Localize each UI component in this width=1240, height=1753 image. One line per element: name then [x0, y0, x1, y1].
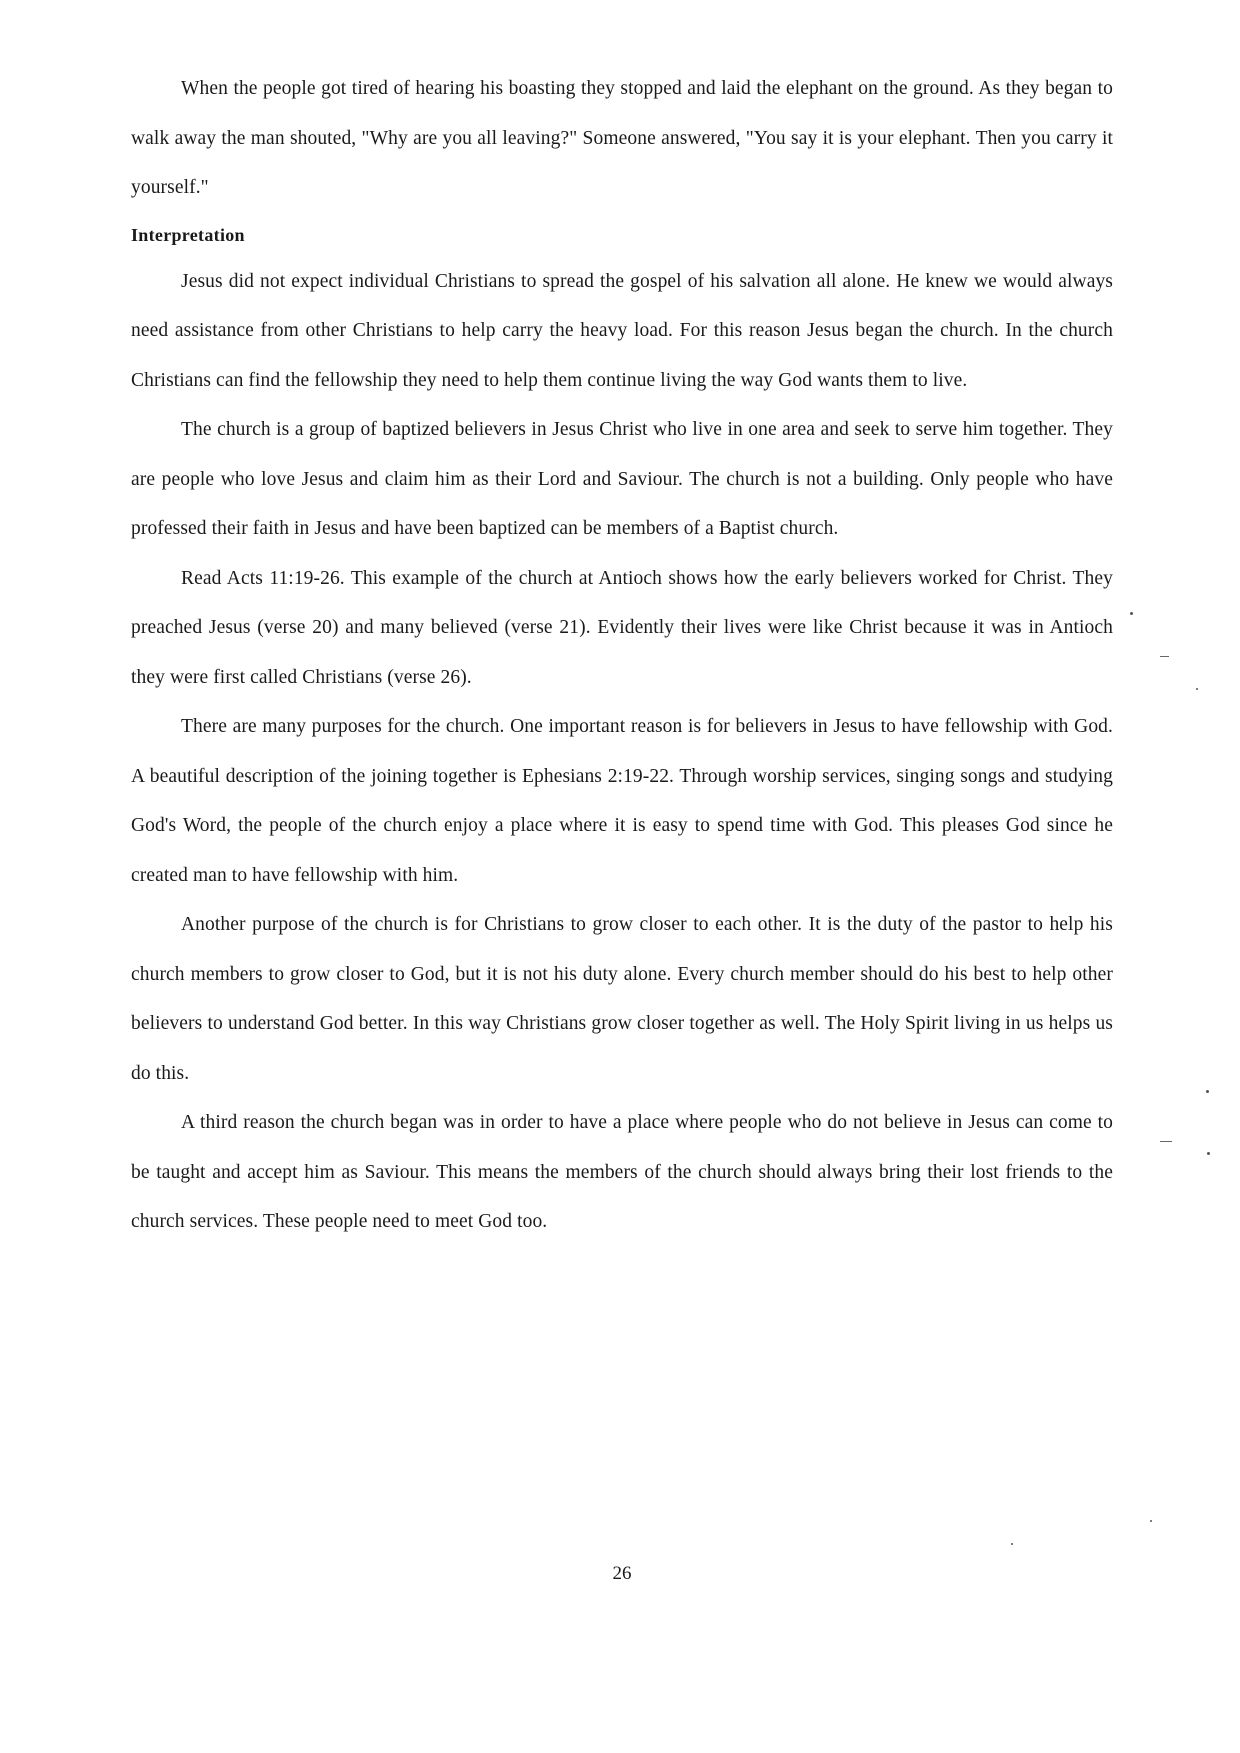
scan-speck: [1130, 612, 1133, 615]
paragraph-interpretation-1: Jesus did not expect individual Christians to spread the gospel of his salvation all alone. He knew we would always need assistance from other Christians to help carry the heavy load. For this reason Jesus began the church. In the church Christians can find the fellowship they need to help them continue living the way God wants them to live.: [131, 270, 1113, 391]
section-heading-interpretation: Interpretation: [131, 224, 245, 245]
paragraph-third-reason: A third reason the church began was in order to have a place where people who do not believe in Jesus can come to be taught and accept him as Saviour. This means the members of the church should always bring their lost friends to the church services. These people need to meet God too.: [131, 1112, 1113, 1232]
page-content: [131, 64, 1113, 1247]
scan-speck: [1207, 1152, 1210, 1155]
paragraph-elephant-ending: When the people got tired of hearing his boasting they stopped and laid the elephant on the ground. As they began to walk away the man shouted, "Why are you all leaving?" Someone answered, "You say it is your elephant. Then you carry it yourself.": [131, 78, 1113, 198]
paragraph-acts-antioch: Read Acts 11:19-26. This example of the church at Antioch shows how the early believers worked for Christ. They preached Jesus (verse 20) and many believed (verse 21). Evidently their lives were like Christ because it was in Antioch they were first called Christians (verse 26).: [131, 567, 1113, 688]
paragraph-fellowship-with-god: There are many purposes for the church. One important reason is for believers in Jesus to have fellowship with God. A beautiful description of the joining together is Ephesians 2:19-22. Through worship services, singing songs and studying God's Word, the people of the church enjoy a place where it is easy to spend time with God. This pleases God since he created man to have fellowship with him.: [131, 716, 1113, 886]
paragraph-church-definition: The church is a group of baptized believers in Jesus Christ who live in one area and seek to serve him together. They are people who love Jesus and claim him as their Lord and Saviour. The church is not a building. Only people who have professed their faith in Jesus and have been baptized can be members of a Baptist church.: [131, 419, 1113, 539]
scan-speck: [1206, 1090, 1209, 1093]
scan-speck: [1011, 1543, 1013, 1545]
scan-dash: [1160, 1141, 1172, 1142]
scan-speck: [1150, 1520, 1152, 1522]
paragraph-grow-closer: Another purpose of the church is for Christians to grow closer to each other. It is the duty of the pastor to help his church members to grow closer to God, but it is not his duty alone. Every church member should do his best to help other believers to understand God better. In this way Christians grow closer together as well. The Holy Spirit living in us helps us do this.: [131, 914, 1113, 1084]
scan-dash: [1160, 656, 1169, 657]
page-number: 26: [612, 1563, 632, 1584]
scan-speck: [1196, 688, 1198, 690]
